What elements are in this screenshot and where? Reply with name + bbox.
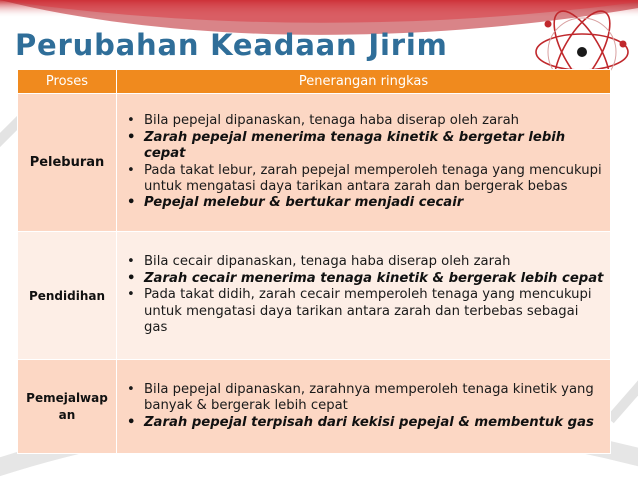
bullet-dot-icon: • [127,414,136,430]
bullet-dot-icon: • [127,129,136,145]
header-proses: Proses [18,70,117,94]
bullet-dot-icon: • [127,162,135,178]
table-header-row [18,70,611,94]
process-name: Pendidihan [18,232,117,360]
process-name: Pemejalwap an [18,360,117,454]
process-description [117,360,611,454]
process-table [17,69,611,454]
bullet-dot-icon: • [127,254,135,270]
bullet-dot-icon: • [127,287,135,303]
list-item: • Bila pepejal dipanaskan, zarahnya memperoleh tenaga kinetik yang banyak & bergerak lebih cepat [127,381,594,414]
table-row [18,94,611,232]
bullet-dot-icon: • [127,195,136,211]
header-penerangan: Penerangan ringkas [117,70,611,94]
list-item: • Zarah pepejal menerima tenaga kinetik & bergetar lebih cepat [127,129,566,162]
bullet-dot-icon: • [127,381,135,397]
table-row [18,360,611,454]
list-item: • Pada takat didih, zarah cecair memperoleh tenaga yang mencukupi untuk mengatasi daya tarikan antara zarah dan terbebas sebagai gas [127,287,592,336]
process-name: Peleburan [18,94,117,232]
list-item: • Zarah cecair menerima tenaga kinetik & bergerak lebih cepat [127,270,604,286]
list-item: • Zarah pepejal terpisah dari kekisi pepejal & membentuk gas [127,414,594,430]
process-description [117,232,611,360]
list-item: • Pepejal melebur & bertukar menjadi cecair [127,195,464,211]
bullet-dot-icon: • [127,113,135,129]
table-row [18,232,611,360]
slide-title: Perubahan Keadaan Jirim [15,28,448,62]
list-item: • Pada takat lebur, zarah pepejal memperoleh tenaga yang mencukupi untuk mengatasi daya tarikan antara zarah dan bergerak bebas [127,162,602,194]
bullet-dot-icon: • [127,270,136,286]
list-item: • Bila cecair dipanaskan, tenaga haba diserap oleh zarah [127,254,511,270]
list-item: • Bila pepejal dipanaskan, tenaga haba diserap oleh zarah [127,113,520,129]
process-description [117,94,611,232]
